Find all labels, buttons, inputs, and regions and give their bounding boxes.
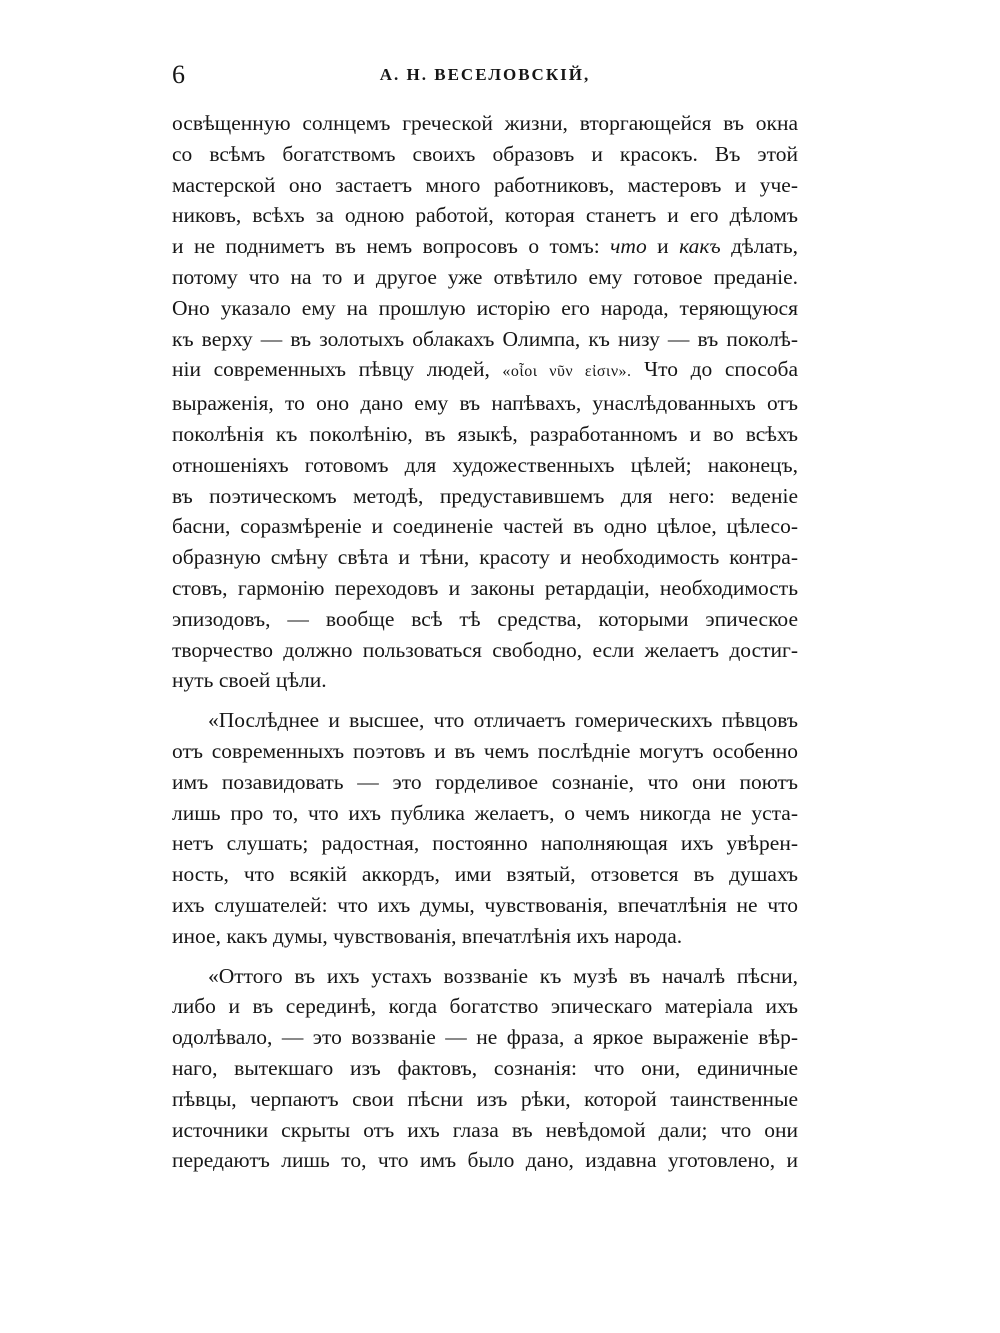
text-line: отношеніяхъ готовомъ для художественныхъ цѣлей; наконецъ, xyxy=(172,452,798,477)
text-line: эпизодовъ, — вообще всѣ тѣ средства, которыми эпическое xyxy=(172,606,798,631)
paragraph-2 xyxy=(172,705,798,951)
text-line xyxy=(172,231,798,262)
text-line: ихъ слушателей: что ихъ думы, чувствованія, впечатлѣнія не что xyxy=(172,892,798,917)
text-line: имъ позавидовать — это горделивое сознаніе, что они поютъ xyxy=(172,769,798,794)
text-line: мастерской оно застаетъ много работниковъ, мастеровъ и уче- xyxy=(172,172,798,197)
text-run: дѣлать, xyxy=(720,234,798,259)
text-line: нетъ слушать; радостная, постоянно наполняющая ихъ увѣрен- xyxy=(172,831,798,856)
italic-word: что xyxy=(610,234,647,259)
text-line: выраженія, то оно дано ему въ напѣвахъ, унаслѣдованныхъ отъ xyxy=(172,391,798,416)
text-line: наго, вытекшаго изъ фактовъ, сознанія: что они, единичные xyxy=(172,1055,798,1080)
text-run: и не подниметъ въ немъ вопросовъ о томъ: xyxy=(172,234,611,259)
text-line: со всѣмъ богатствомъ своихъ образовъ и красокъ. Въ этой xyxy=(172,141,798,166)
text-line: Оно указало ему на прошлую исторію его народа, теряющуюся xyxy=(172,295,798,320)
paragraph-1 xyxy=(172,108,798,696)
text-line: потому что на то и другое уже отвѣтило ему готовое преданіе. xyxy=(172,264,798,289)
running-title: А. Н. ВЕСЕЛОВСКІЙ, xyxy=(379,65,591,84)
text-line: передаютъ лишь то, что имъ было дано, издавна уготовлено, и xyxy=(172,1148,798,1173)
text-line: одолѣвало, — это воззваніе — не фраза, а яркое выраженіе вѣр- xyxy=(172,1025,798,1050)
text-line: къ верху — въ золотыхъ облакахъ Олимпа, къ низу — въ поколѣ- xyxy=(172,326,798,351)
text-line: источники скрыты отъ ихъ глаза въ невѣдомой дали; что они xyxy=(172,1117,798,1142)
greek-quote: «οἷοι νῦν εἰσιν». xyxy=(502,363,632,381)
text-line: «Послѣднее и высшее, что отличаетъ гомерическихъ пѣвцовъ xyxy=(208,708,798,733)
text-line: басни, соразмѣреніе и соединеніе частей въ одно цѣлое, цѣлесо- xyxy=(172,514,798,539)
paragraph-3 xyxy=(172,961,798,1177)
text-line: либо и въ серединѣ, когда богатство эпическаго матеріала ихъ xyxy=(172,994,798,1019)
text-line: пѣвцы, черпаютъ свои пѣсни изъ рѣки, которой таинственные xyxy=(172,1086,798,1111)
page-header xyxy=(172,58,798,92)
text-line: въ поэтическомъ методѣ, предуставившемъ для него: веденіе xyxy=(172,483,798,508)
text-line: нуть своей цѣли. xyxy=(172,668,327,693)
text-line: отъ современныхъ поэтовъ и въ чемъ послѣдніе могутъ особенно xyxy=(172,738,798,763)
italic-word: какъ xyxy=(679,234,721,259)
text-line: ность, что всякій аккордъ, ими взятый, отзовется въ душахъ xyxy=(172,862,798,887)
text-line: поколѣнія къ поколѣнію, въ языкѣ, разработанномъ и во всѣхъ xyxy=(172,421,798,446)
text-line: стовъ, гармонію переходовъ и законы ретардаціи, необходимость xyxy=(172,575,798,600)
text-run: ніи современныхъ пѣвцу людей, xyxy=(172,357,503,382)
text-run: Что до способа xyxy=(631,357,798,382)
text-line: лишь про то, что ихъ публика желаетъ, о чемъ никогда не уста- xyxy=(172,800,798,825)
text-line xyxy=(172,354,798,388)
text-line: творчество должно пользоваться свободно, если желаетъ достиг- xyxy=(172,637,798,662)
page-number: 6 xyxy=(172,60,185,89)
text-line: освѣщенную солнцемъ греческой жизни, вторгающейся въ окна xyxy=(172,111,798,135)
text-run: и xyxy=(646,234,680,259)
text-line: образную смѣну свѣта и тѣни, красоту и необходимость контра- xyxy=(172,545,798,570)
text-line: никовъ, всѣхъ за одною работой, которая станетъ и его дѣломъ xyxy=(172,203,798,228)
text-line: иное, какъ думы, чувствованія, впечатлѣнія ихъ народа. xyxy=(172,923,683,948)
text-line: «Оттого въ ихъ устахъ воззваніе къ музѣ въ началѣ пѣсни, xyxy=(208,963,798,988)
body-text xyxy=(172,108,798,1176)
